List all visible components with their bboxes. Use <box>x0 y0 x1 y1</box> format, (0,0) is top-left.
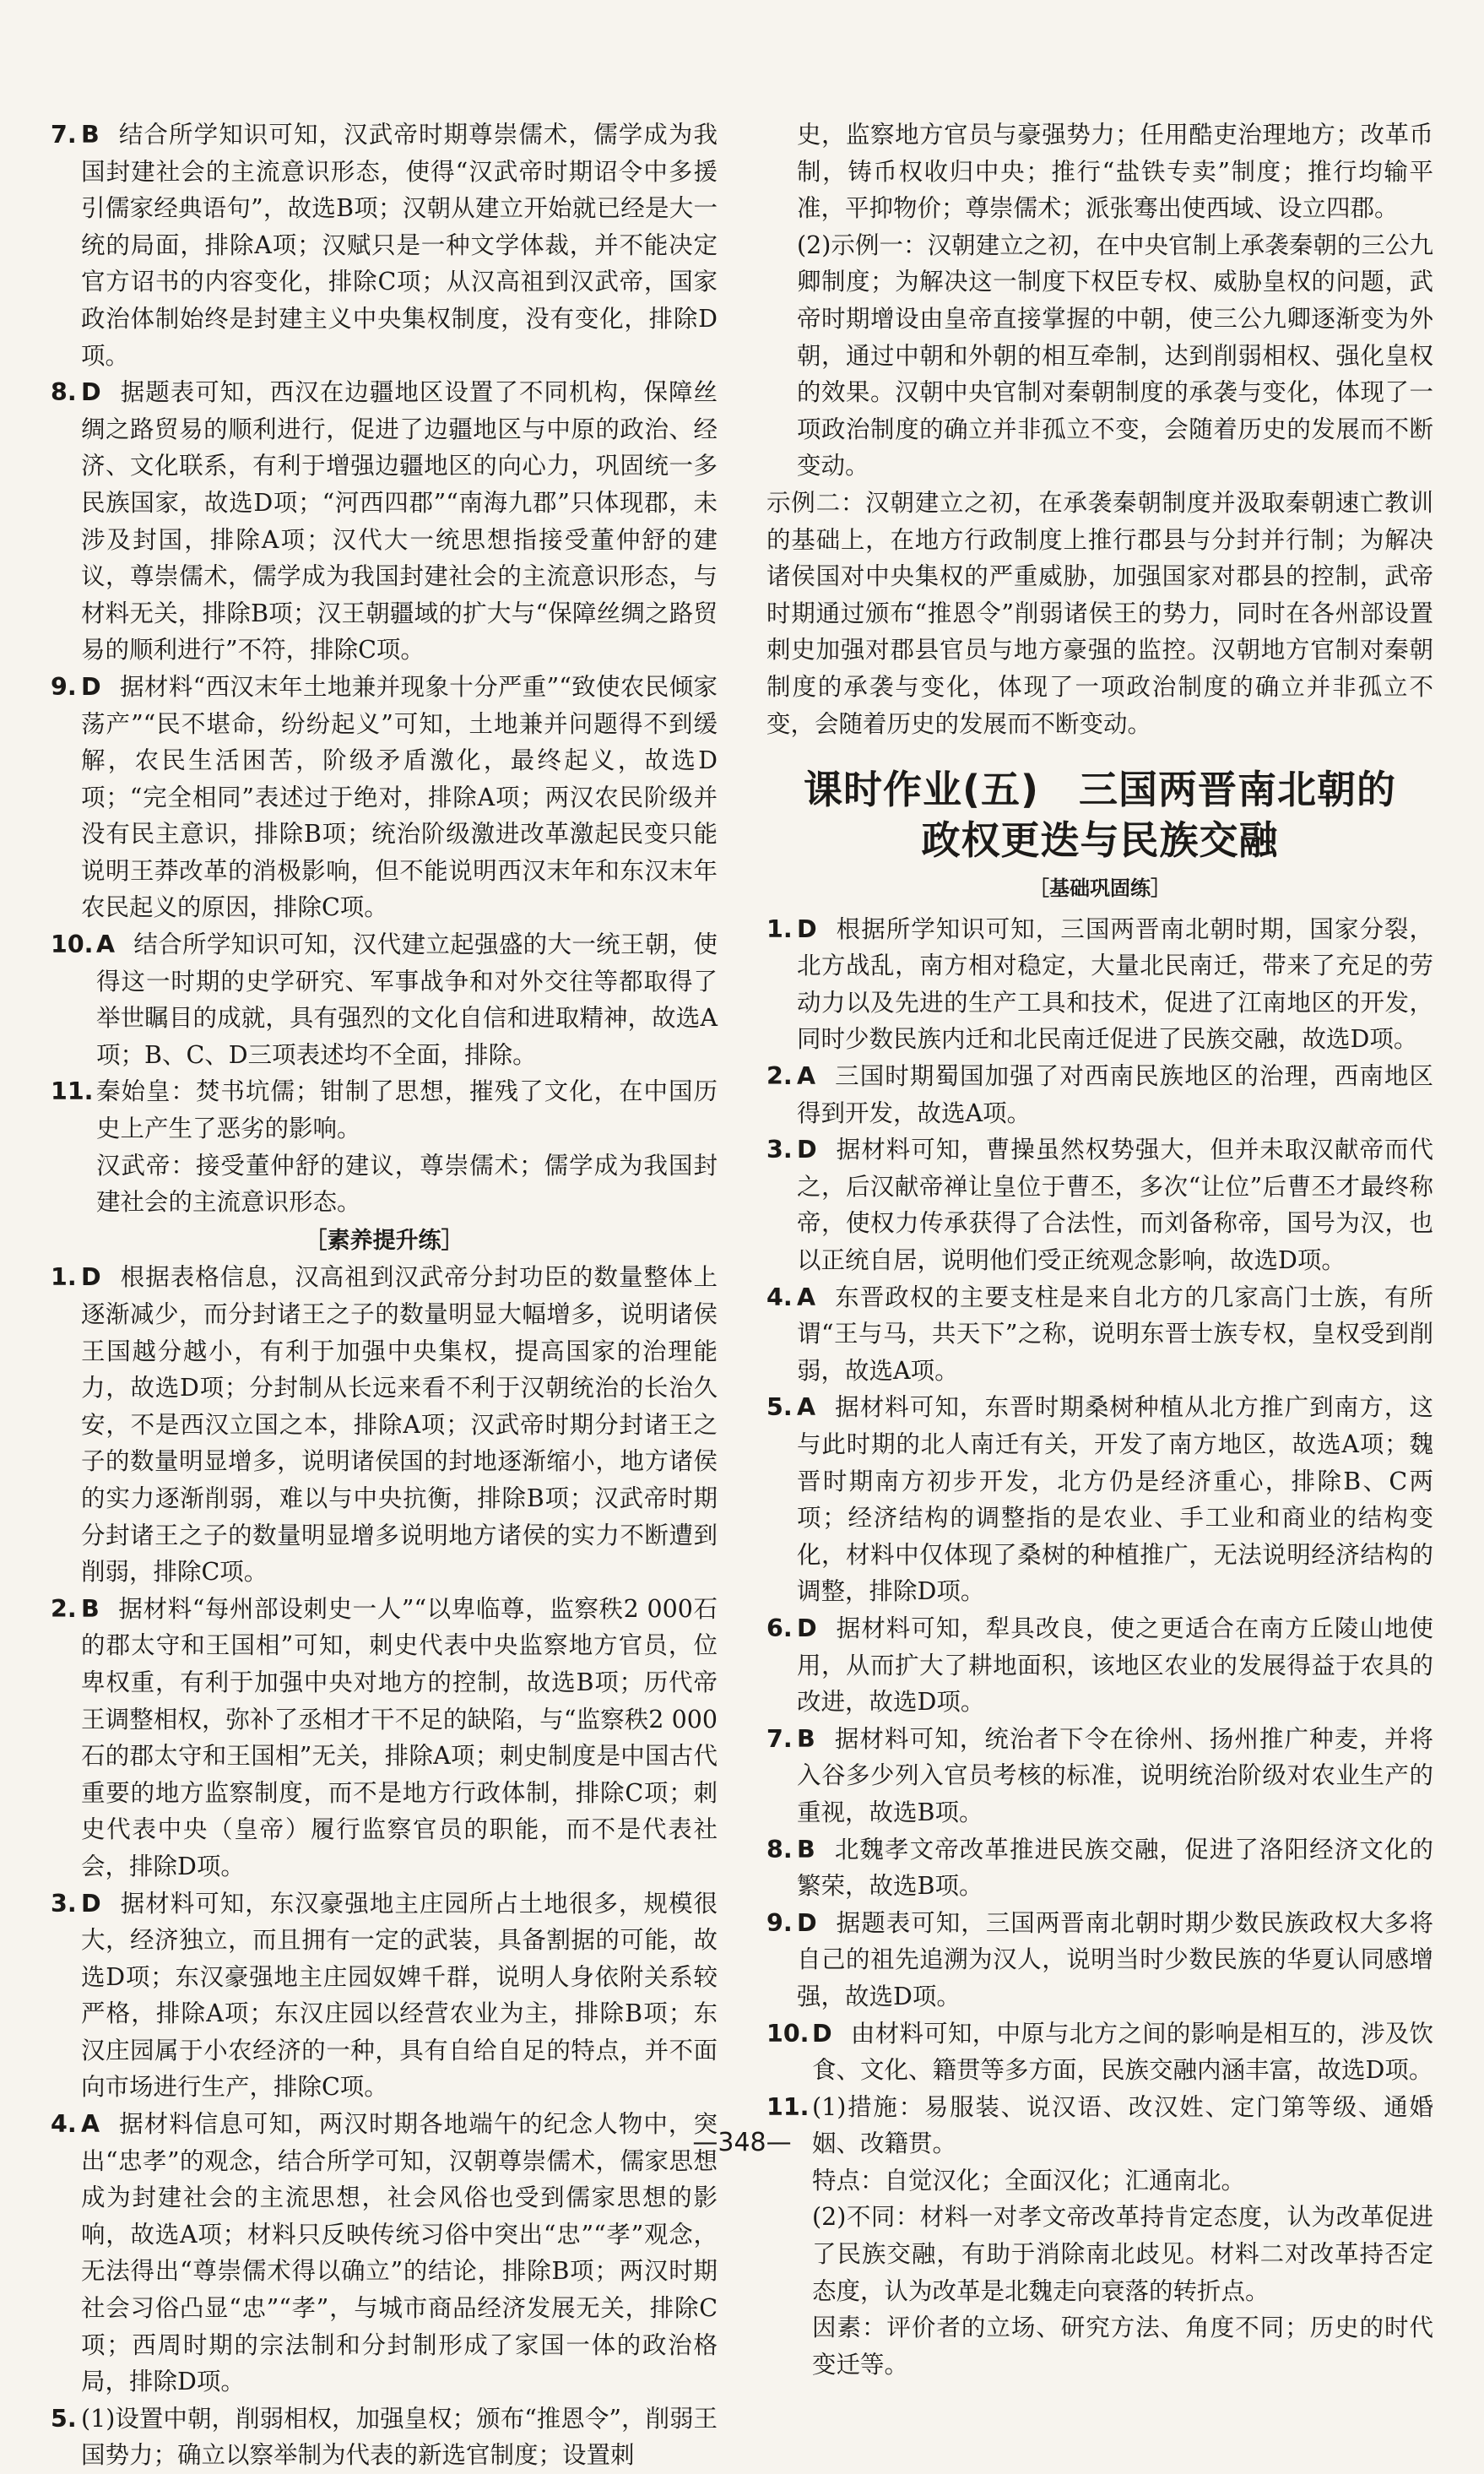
answer-choice: A <box>797 1393 816 1422</box>
answer-choice: A <box>797 1062 816 1091</box>
answer-explanation: 由材料可知，中原与北方之间的影响是相互的，涉及饮食、文化、籍贯等多方面，民族交融内涵丰富，故选D项。 <box>812 2019 1433 2085</box>
answer-explanation: 北魏孝文帝改革推进民族交融，促进了洛阳经济文化的繁荣，故选B项。 <box>797 1835 1433 1901</box>
item-number: 9. <box>51 672 77 701</box>
answer-explanation: 据材料信息可知，两汉时期各地端午的纪念人物中，突出“忠孝”的观念，结合所学可知，汉朝尊崇儒术，儒家思想成为封建社会的主流思想，社会风俗也受到儒家思想的影响，故选A项；材料只反映传统习俗中突出“忠”“孝”观念，无法得出“尊崇儒术得以确立”的结论，排除B项；两汉时期社会习俗凸显“忠”“孝”，与城市商品经济发展无关，排除C项；西周时期的宗法制和分封制形成了家国一体的政治格局，排除D项。 <box>81 2110 718 2396</box>
right-column <box>766 117 1433 2383</box>
answer-explanation: (1)设置中朝，削弱相权，加强皇权；颁布“推恩令”，削弱王国势力；确立以察举制为代表的新选官制度；设置刺 <box>81 2404 718 2470</box>
answer-choice: A <box>797 1283 816 1311</box>
answer-choice: D <box>797 1908 817 1937</box>
answer-choice: D <box>797 1136 817 1164</box>
item-number: 5. <box>766 1393 793 1422</box>
answer-explanation: 据材料可知，犁具改良，使之更适合在南方丘陵山地使用，从而扩大了耕地面积，该地区农业的发展得益于农具的改进，故选D项。 <box>797 1614 1433 1717</box>
answer-paragraph: 秦始皇：焚书坑儒；钳制了思想，摧残了文化，在中国历史上产生了恶劣的影响。 <box>96 1077 718 1143</box>
answer-explanation: 据题表可知，西汉在边疆地区设置了不同机构，保障丝绸之路贸易的顺利进行，促进了边疆地区与中原的政治、经济、文化联系，有利于增强边疆地区的向心力，巩固统一多民族国家，故选D项；“河西四郡”“南海九郡”只体现郡，未涉及封国，排除A项；汉代大一统思想指接受董仲舒的建议，尊崇儒术，儒学成为我国封建社会的主流意识形态，与材料无关，排除B项；汉王朝疆域的扩大与“保障丝绸之路贸易的顺利进行”不符，排除C项。 <box>81 378 718 665</box>
answer-choice: D <box>81 672 101 701</box>
answer-explanation: 根据所学知识可知，三国两晋南北朝时期，国家分裂，北方战乱，南方相对稳定，大量北民南迁，带来了充足的劳动力以及先进的生产工具和技术，促进了江南地区的开发，同时少数民族内迁和北民南迁促进了民族交融，故选D项。 <box>797 914 1433 1054</box>
answer-item <box>766 1831 1433 1905</box>
item-number: 2. <box>51 1594 77 1623</box>
answer-explanation: 据材料可知，统治者下令在徐州、扬州推广种麦，并将入谷多少列入官员考核的标准，说明统治阶级对农业生产的重视，故选B项。 <box>797 1724 1433 1826</box>
item-number: 11. <box>51 1077 94 1106</box>
answer-item <box>766 2016 1433 2089</box>
chapter-title-line: 政权更迭与民族交融 <box>921 817 1279 864</box>
item-number: 8. <box>51 378 77 407</box>
item-number: 10. <box>766 2019 810 2048</box>
answer-choice: B <box>797 1724 815 1753</box>
answer-item <box>51 1073 718 1147</box>
answer-paragraph: 汉武帝：接受董仲舒的建议，尊崇儒术；儒学成为我国封建社会的主流意识形态。 <box>96 1151 718 1217</box>
section-label: ［素养提升练］ <box>304 1227 464 1254</box>
answer-paragraph: 特点：自觉汉化；全面汉化；汇通南北。 <box>812 2166 1246 2195</box>
answer-item <box>51 1591 718 1885</box>
chapter-title <box>766 764 1433 865</box>
answer-choice: B <box>81 1594 100 1623</box>
answer-item <box>766 1058 1433 1131</box>
answer-explanation: 东晋政权的主要支柱是来自北方的几家高门士族，有所谓“王与马，共天下”之称，说明东晋士族专权，皇权受到削弱，故选A项。 <box>797 1283 1433 1385</box>
answer-item <box>51 1885 718 2107</box>
left-column <box>51 117 718 2474</box>
answer-item <box>51 1259 718 1590</box>
item-number: 7. <box>766 1724 793 1753</box>
item-number: 6. <box>766 1614 793 1642</box>
item-number: 5. <box>51 2404 77 2433</box>
answer-item <box>766 1389 1433 1610</box>
item-number: 9. <box>766 1908 793 1937</box>
answer-explanation: 结合所学知识可知，汉武帝时期尊崇儒术，儒学成为我国封建社会的主流意识形态，使得“汉武帝时期诏令中多援引儒家经典语句”，故选B项；汉朝从建立开始就已经是大一统的局面，排除A项；汉赋只是一种文学体裁，并不能决定官方诏书的内容变化，排除C项；从汉高祖到汉武帝，国家政治体制始终是封建主义中央集权制度，没有变化，排除D项。 <box>81 121 718 370</box>
answer-choice: B <box>81 121 100 149</box>
answer-item <box>766 911 1433 1058</box>
answer-choice: D <box>81 1263 101 1292</box>
answer-item <box>51 2401 718 2474</box>
item-number: 1. <box>51 1263 77 1292</box>
item-number: 4. <box>766 1283 793 1311</box>
answer-paragraph: 史，监察地方官员与豪强势力；任用酷吏治理地方；改革币制，铸币权收归中央；推行“盐铁专卖”制度；推行均输平准，平抑物价；尊崇儒术；派张骞出使西域、设立四郡。 <box>797 121 1433 223</box>
answer-choice: D <box>81 378 101 407</box>
answer-explanation: 据材料可知，东汉豪强地主庄园所占土地很多，规模很大，经济独立，而且拥有一定的武装，具备割据的可能，故选D项；东汉豪强地主庄园奴婢千群，说明人身依附关系较严格，排除A项；东汉庄园以经营农业为主，排除B项；东汉庄园属于小农经济的一种，具有自给自足的特点，并不面向市场进行生产，排除C项。 <box>81 1889 718 2102</box>
answer-explanation: 据材料“西汉末年土地兼并现象十分严重”“致使农民倾家荡产”“民不堪命，纷纷起义”可知，土地兼并问题得不到缓解，农民生活困苦，阶级矛盾激化，最终起义，故选D项；“完全相同”表述过于绝对，排除A项；两汉农民阶级并没有民主意识，排除B项；统治阶级激进改革激起民变只能说明王莽改革的消极影响，但不能说明西汉末年和东汉末年农民起义的原因，排除C项。 <box>81 672 718 922</box>
chapter-title-line: 课时作业(五) 三国两晋南北朝的 <box>803 767 1397 813</box>
answer-choice: A <box>81 2110 100 2139</box>
answer-explanation: 三国时期蜀国加强了对西南民族地区的治理，西南地区得到开发，故选A项。 <box>797 1062 1433 1127</box>
item-number: 3. <box>766 1136 793 1164</box>
answer-item <box>51 926 718 1073</box>
answer-explanation: 据材料“每州部设刺史一人”“以卑临尊，监察秩2 000石的郡太守和王国相”可知，刺史代表中央监察地方官员，位卑权重，有利于加强中央对地方的控制，故选B项；历代帝王调整相权，弥补了丞相才干不足的缺陷，与“监察秩2 000石的郡太守和王国相”无关，排除A项；刺史制度是中国古代重要的地方监察制度，而不是地方行政体制，排除C项；刺史代表中央（皇帝）履行监察官员的职能，而不是代表社会，排除D项。 <box>81 1594 718 1880</box>
item-number: 8. <box>766 1835 793 1864</box>
item-number: 7. <box>51 121 77 149</box>
answer-item <box>766 1610 1433 1721</box>
answer-choice: D <box>797 914 817 943</box>
answer-choice: D <box>812 2019 832 2048</box>
answer-item <box>51 374 718 669</box>
answer-explanation: 据材料可知，东晋时期桑树种植从北方推广到南方，这与此时期的北人南迁有关，开发了南方地区，故选A项；魏晋时期南方初步开发，北方仍是经济重心，排除B、C两项；经济结构的调整指的是农业、手工业和商业的结构变化，材料中仅体现了桑树的种植推广，无法说明经济结构的调整，排除D项。 <box>797 1393 1433 1606</box>
item-number: 4. <box>51 2110 77 2139</box>
item-number: 11. <box>766 2092 810 2121</box>
answer-paragraph: 因素：评价者的立场、研究方法、角度不同；历史的时代变迁等。 <box>812 2314 1433 2379</box>
section-label: ［基础巩固练］ <box>1029 876 1171 901</box>
answer-item <box>766 1721 1433 1831</box>
answer-paragraph: (2)不同：材料一对孝文帝改革持肯定态度，认为改革促进了民族交融，有助于消除南北歧见。材料二对改革持否定态度，认为改革是北魏走向衰落的转折点。 <box>812 2203 1433 2305</box>
answer-paragraph: (2)示例一：汉朝建立之初，在中央官制上承袭秦朝的三公九卿制度；为解决这一制度下权臣专权、威胁皇权的问题，武帝时期增设由皇帝直接掌握的中朝，使三公九卿逐渐变为外朝，通过中朝和外朝的相互牵制，达到削弱相权、强化皇权的效果。汉朝中央官制对秦朝制度的承袭与变化，体现了一项政治制度的确立并非孤立不变，会随着历史的发展而不断变动。 <box>797 231 1433 480</box>
answer-explanation: 结合所学知识可知，汉代建立起强盛的大一统王朝，使得这一时期的史学研究、军事战争和对外交往等都取得了举世瞩目的成就，具有强烈的文化自信和进取精神，故选A项；B、C、D三项表述均不全面，排除。 <box>96 930 718 1069</box>
answer-item <box>766 1905 1433 2016</box>
answer-paragraph: (1)措施：易服装、说汉语、改汉姓、定门第等级、通婚姻、改籍贯。 <box>812 2092 1433 2158</box>
page-number: —348— <box>692 2128 792 2157</box>
answer-choice: B <box>797 1835 815 1864</box>
answer-item <box>51 669 718 926</box>
answer-paragraph: 示例二：汉朝建立之初，在承袭秦朝制度并汲取秦朝速亡教训的基础上，在地方行政制度上推行郡县与分封并行制；为解决诸侯国对中央集权的严重威胁，加强国家对郡县的控制，武帝时期通过颁布“推恩令”削弱诸侯王的势力，同时在各州部设置刺史加强对郡县官员与地方豪强的监控。汉朝地方官制对秦朝制度的承袭与变化，体现了一项政治制度的确立并非孤立不变，会随着历史的发展而不断变动。 <box>766 488 1433 738</box>
answer-choice: D <box>797 1614 817 1642</box>
answer-explanation: 据题表可知，三国两晋南北朝时期少数民族政权大多将自己的祖先追溯为汉人，说明当时少数民族的华夏认同感增强，故选D项。 <box>797 1908 1433 2010</box>
answer-choice: A <box>96 930 116 959</box>
item-number: 10. <box>51 930 94 959</box>
item-number: 3. <box>51 1889 77 1918</box>
answer-item <box>766 1279 1433 1390</box>
item-number: 2. <box>766 1062 793 1091</box>
answer-item <box>51 117 718 374</box>
answer-choice: D <box>81 1889 101 1918</box>
answer-item <box>766 1131 1433 1278</box>
item-number: 1. <box>766 914 793 943</box>
answer-explanation: 根据表格信息，汉高祖到汉武帝分封功臣的数量整体上逐渐减少，而分封诸王之子的数量明显大幅增多，说明诸侯王国越分越小，有利于加强中央集权，提高国家的治理能力，故选D项；分封制从长远来看不利于汉朝统治的长治久安，不是西汉立国之本，排除A项；汉武帝时期分封诸王之子的数量明显增多，说明诸侯国的封地逐渐缩小，地方诸侯的实力逐渐削弱，难以与中央抗衡，排除B项；汉武帝时期分封诸王之子的数量明显增多说明地方诸侯的实力不断遭到削弱，排除C项。 <box>81 1263 718 1587</box>
answer-explanation: 据材料可知，曹操虽然权势强大，但并未取汉献帝而代之，后汉献帝禅让皇位于曹丕，多次“让位”后曹丕才最终称帝，使权力传承获得了合法性，而刘备称帝，国号为汉，也以正统自居，说明他们受正统观念影响，故选D项。 <box>797 1136 1433 1275</box>
